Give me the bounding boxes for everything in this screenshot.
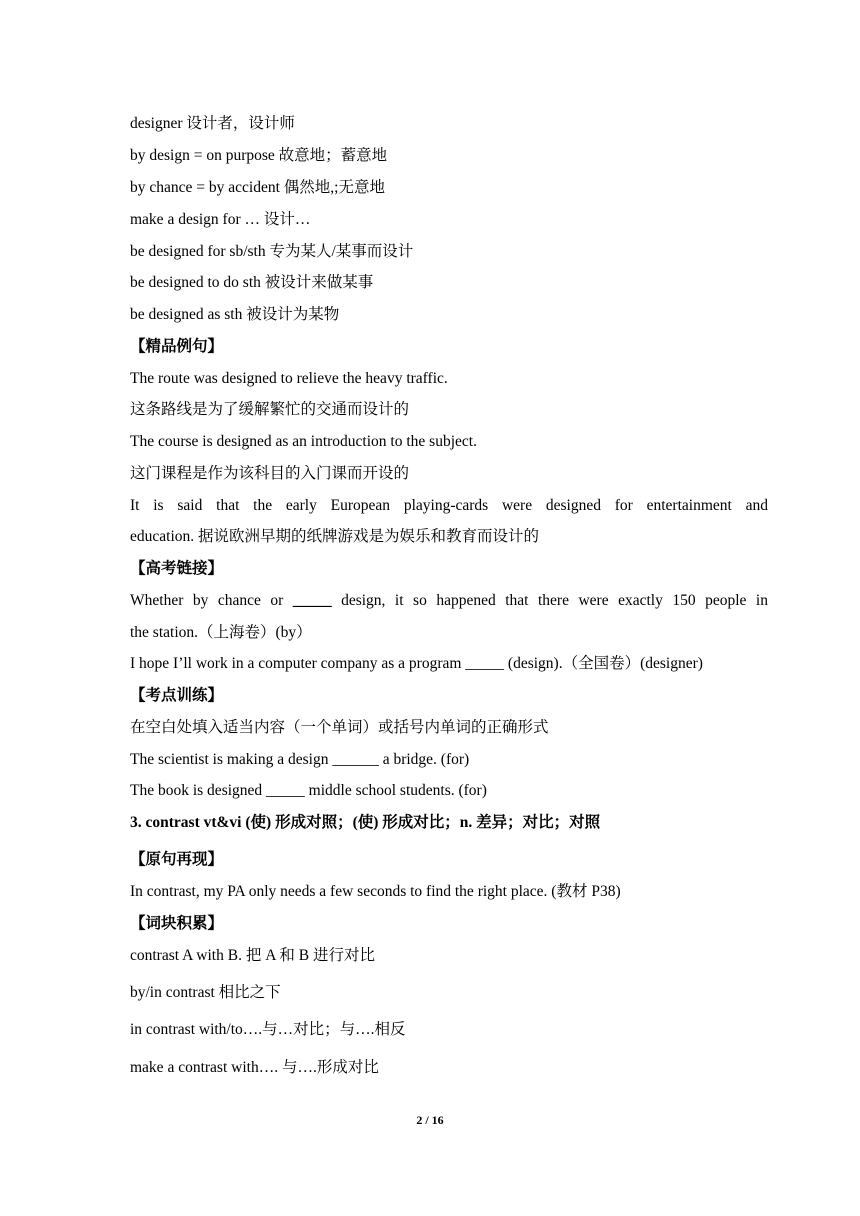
phrase-make-a-design: make a design for … 设计… xyxy=(130,211,311,228)
fill-blank: _____ xyxy=(292,592,332,609)
gaokao-question-1-cont: the station.（上海卷）(by） xyxy=(130,624,312,641)
phrase-by-in-contrast: by/in contrast 相比之下 xyxy=(130,984,281,1001)
section-heading-examples: 【精品例句】 xyxy=(130,338,224,355)
exercise-question: The book is designed _____ middle school students. (for) xyxy=(130,782,487,799)
original-sentence: In contrast, my PA only needs a few seconds to find the right place. (教材 P38) xyxy=(130,883,621,900)
phrase-in-contrast-with: in contrast with/to….与…对比；与….相反 xyxy=(130,1021,406,1038)
phrase-designed-as: be designed as sth 被设计为某物 xyxy=(130,306,340,323)
phrase-by-design: by design = on purpose 故意地；蓄意地 xyxy=(130,147,388,164)
example-sentence-en: The course is designed as an introduction to the subject. xyxy=(130,433,477,450)
example-sentence-en: It is said that the early European playing-cards were designed for entertainment and xyxy=(130,497,768,514)
example-sentence-en-cn: education. 据说欧洲早期的纸牌游戏是为娱乐和教育而设计的 xyxy=(130,528,540,545)
phrase-make-a-contrast: make a contrast with…. 与….形成对比 xyxy=(130,1059,379,1076)
phrase-designed-to: be designed to do sth 被设计来做某事 xyxy=(130,274,374,291)
gaokao-question-1: Whether by chance or _____ design, it so happened that there were exactly 150 people in xyxy=(130,592,768,609)
section-heading-chunks: 【词块积累】 xyxy=(130,915,224,932)
phrase-contrast-a-with-b: contrast A with B. 把 A 和 B 进行对比 xyxy=(130,947,375,964)
exercise-instruction: 在空白处填入适当内容（一个单词）或括号内单词的正确形式 xyxy=(130,719,549,736)
entry-heading-contrast: 3. contrast vt&vi (使) 形成对照；(使) 形成对比；n. 差异；对比；对照 xyxy=(130,814,601,831)
section-heading-original: 【原句再现】 xyxy=(130,851,224,868)
example-sentence-cn: 这条路线是为了缓解繁忙的交通而设计的 xyxy=(130,401,410,418)
phrase-by-chance: by chance = by accident 偶然地,;无意地 xyxy=(130,179,385,196)
phrase-designed-for: be designed for sb/sth 专为某人/某事而设计 xyxy=(130,243,414,260)
phrase-designer: designer 设计者，设计师 xyxy=(130,115,295,132)
section-heading-gaokao: 【高考链接】 xyxy=(130,560,224,577)
section-heading-exercise: 【考点训练】 xyxy=(130,687,224,704)
exercise-question: The scientist is making a design ______ a bridge. (for) xyxy=(130,751,470,768)
page-number: 2 / 16 xyxy=(416,1113,444,1127)
example-sentence-en: The route was designed to relieve the heavy traffic. xyxy=(130,370,448,387)
example-sentence-cn: 这门课程是作为该科目的入门课而开设的 xyxy=(130,465,410,482)
gaokao-question-2: I hope I’ll work in a computer company as a program _____ (design).（全国卷）(designer) xyxy=(130,655,703,672)
